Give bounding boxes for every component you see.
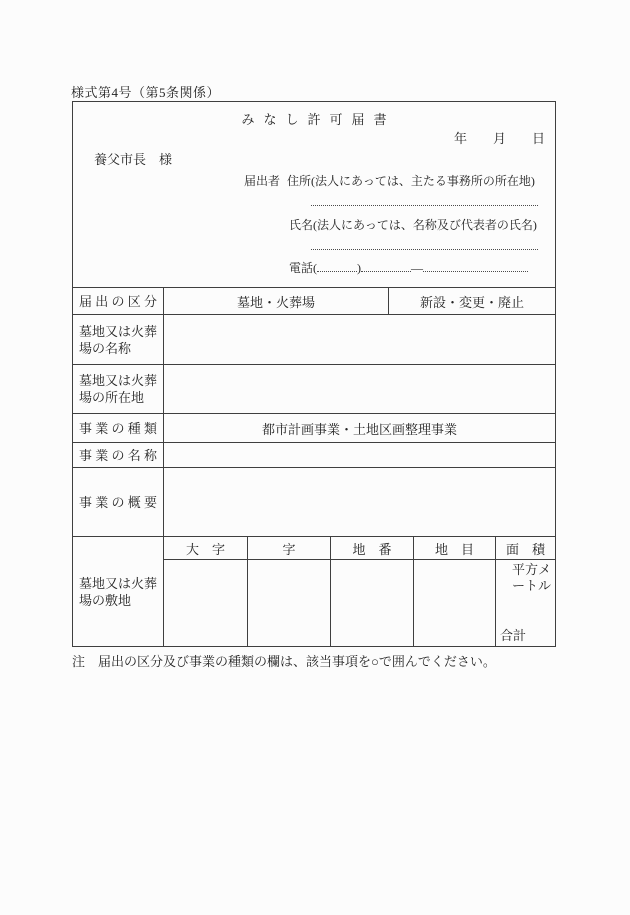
form-header-section [73, 102, 555, 287]
phone-line [289, 258, 528, 276]
site-subtable [164, 537, 555, 647]
phone-number-fill [423, 258, 528, 272]
business-type-options: 都市計画事業・土地区画整理事業 [261, 421, 457, 437]
site-area-cell [496, 560, 555, 647]
site-col-land-category: 地 目 [414, 537, 496, 559]
declarant-address-line [244, 172, 535, 189]
report-category-action-options: 新設・変更・廃止 [419, 294, 524, 310]
site-subtable-header [164, 537, 555, 560]
business-summary-label: 事業の概要 [73, 468, 164, 536]
site-subtable-body [164, 560, 555, 647]
business-summary-value-cell [164, 468, 555, 536]
phone-paren-close: ) [357, 261, 361, 275]
form-outer-border [72, 101, 556, 647]
address-fill-line [311, 205, 538, 206]
site-land-category-cell [414, 560, 496, 647]
address-label: 住所(法人にあっては、主たる事務所の所在地) [287, 174, 535, 188]
area-total-label: 合計 [500, 628, 527, 643]
row-business-summary [73, 467, 555, 536]
name-fill-line [311, 249, 538, 250]
area-unit-label: 平方メートル [511, 562, 551, 593]
site-label: 墓地又は火葬場の敷地 [73, 537, 164, 647]
row-report-category [73, 287, 555, 314]
row-business-name [73, 442, 555, 467]
phone-dash: — [411, 261, 423, 275]
declarant-label: 届出者 [244, 174, 281, 188]
date-line: 年 月 日 [453, 131, 545, 146]
site-aza-cell [248, 560, 331, 647]
business-type-label: 事業の種類 [73, 414, 164, 442]
site-col-ooaza: 大 字 [164, 537, 248, 559]
report-category-type-options: 墓地・火葬場 [164, 288, 389, 314]
row-facility-name [73, 314, 555, 364]
footnote: 注 届出の区分及び事業の種類の欄は、該当事項を○で囲んでください。 [72, 654, 496, 669]
business-name-value-cell [164, 443, 555, 467]
form-number: 様式第4号（第5条関係） [71, 85, 221, 100]
phone-label: 電話( [289, 261, 317, 275]
facility-name-value-cell [164, 315, 555, 364]
facility-location-label: 墓地又は火葬場の所在地 [73, 365, 164, 413]
row-facility-location [73, 364, 555, 413]
report-category-label: 届出の区分 [73, 288, 164, 314]
site-ooaza-cell [164, 560, 248, 647]
name-label: 氏名(法人にあっては、名称及び代表者の氏名) [289, 218, 537, 232]
facility-location-value-cell [164, 365, 555, 413]
row-business-type [73, 413, 555, 442]
form-title: みなし許可届書 [241, 112, 396, 127]
business-name-label: 事業の名称 [73, 443, 164, 467]
site-col-aza: 字 [248, 537, 331, 559]
phone-area-fill [317, 258, 357, 272]
addressee: 養父市長 様 [94, 152, 173, 167]
facility-name-label: 墓地又は火葬場の名称 [73, 315, 164, 364]
site-col-area: 面 積 [505, 541, 545, 557]
site-col-lot-number: 地 番 [331, 537, 414, 559]
row-site [73, 536, 555, 647]
site-lot-number-cell [331, 560, 414, 647]
phone-prefix-fill [361, 258, 411, 272]
